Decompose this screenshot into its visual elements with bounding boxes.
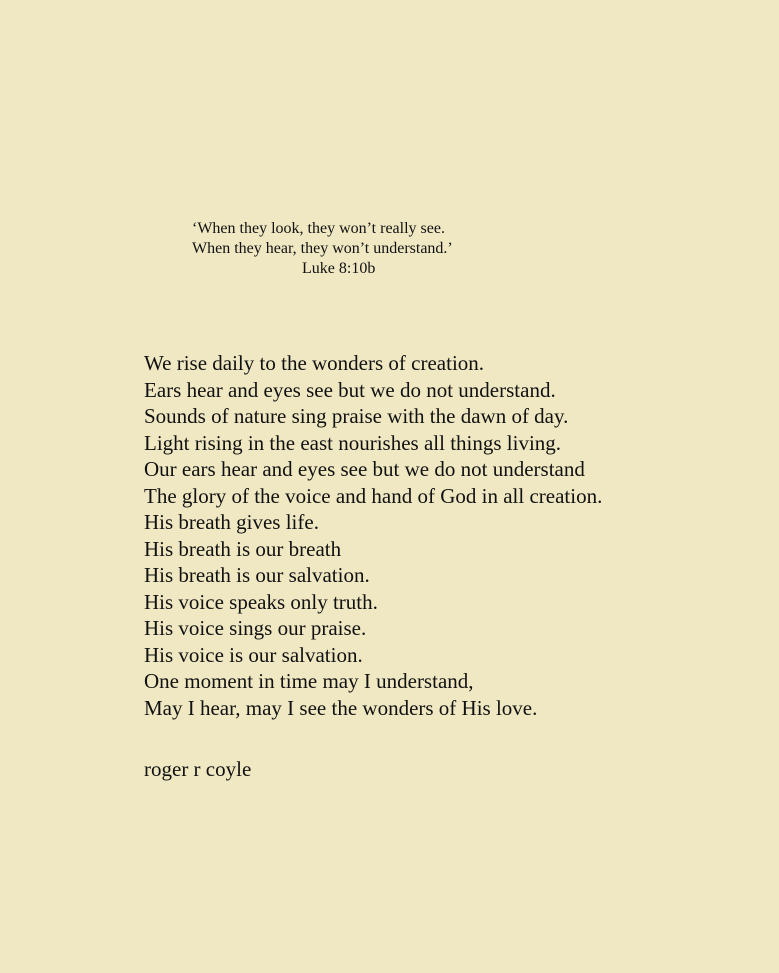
poem-line: Our ears hear and eyes see but we do not understand bbox=[144, 457, 585, 481]
poem-line: His breath is our breath bbox=[144, 536, 342, 561]
epigraph bbox=[192, 219, 532, 279]
poem-line: We rise daily to the wonders of creation. bbox=[144, 351, 485, 375]
author-signature: roger r coyle bbox=[144, 757, 252, 781]
poem-line: His voice sings our praise. bbox=[144, 616, 367, 640]
poem-line: Light rising in the east nourishes all things living. bbox=[144, 430, 562, 455]
epigraph-line: When they hear, they won’t understand.’ bbox=[192, 240, 453, 257]
poem-body bbox=[144, 350, 744, 721]
epigraph-citation: Luke 8:10b bbox=[302, 260, 376, 277]
poem-line: May I hear, may I see the wonders of His love. bbox=[144, 695, 538, 720]
poem-line: One moment in time may I understand, bbox=[144, 669, 474, 693]
poem-line: The glory of the voice and hand of God in all creation. bbox=[144, 483, 603, 508]
poem-line: His voice is our salvation. bbox=[144, 642, 363, 667]
poem-line: His breath is our salvation. bbox=[144, 563, 370, 587]
poem-line: His voice speaks only truth. bbox=[144, 589, 378, 614]
poem-line: His breath gives life. bbox=[144, 510, 319, 534]
poem-line: Sounds of nature sing praise with the dawn of day. bbox=[144, 404, 569, 428]
poem-line: Ears hear and eyes see but we do not understand. bbox=[144, 377, 556, 402]
epigraph-line: ‘When they look, they won’t really see. bbox=[192, 220, 445, 237]
